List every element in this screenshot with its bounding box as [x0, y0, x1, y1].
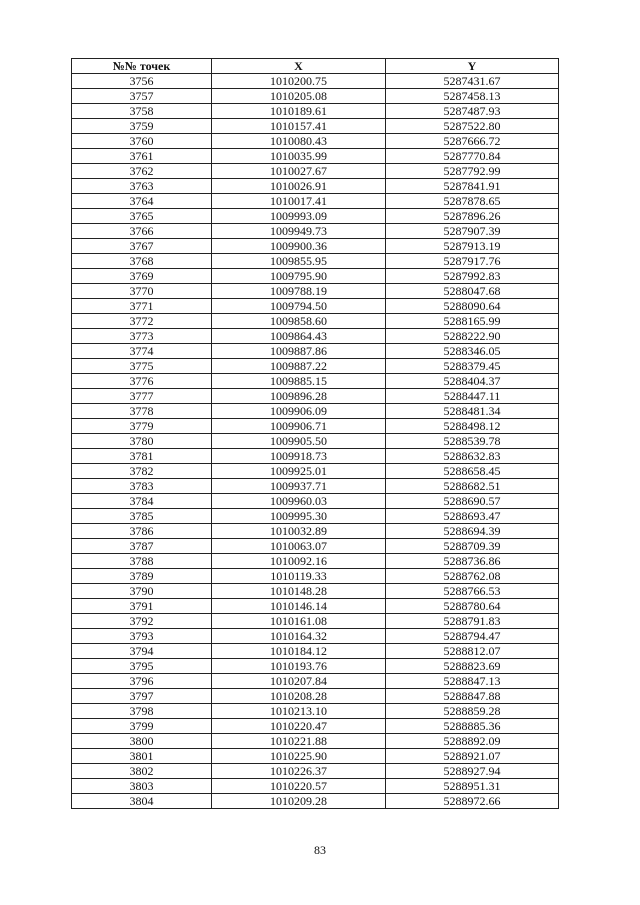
- x-coordinate-cell: 1010146.14: [212, 599, 386, 614]
- point-number-cell: 3797: [72, 689, 212, 704]
- x-coordinate-cell: 1010208.28: [212, 689, 386, 704]
- y-coordinate-cell: 5288762.08: [386, 569, 559, 584]
- x-coordinate-cell: 1010207.84: [212, 674, 386, 689]
- table-row: [72, 674, 559, 689]
- y-coordinate-cell: 5288847.13: [386, 674, 559, 689]
- x-coordinate-cell: 1009993.09: [212, 209, 386, 224]
- point-number-cell: 3793: [72, 629, 212, 644]
- y-coordinate-cell: 5288694.39: [386, 524, 559, 539]
- y-coordinate-cell: 5288404.37: [386, 374, 559, 389]
- y-coordinate-cell: 5287792.99: [386, 164, 559, 179]
- y-coordinate-cell: 5287896.26: [386, 209, 559, 224]
- x-coordinate-cell: 1010157.41: [212, 119, 386, 134]
- y-coordinate-cell: 5288847.88: [386, 689, 559, 704]
- table-row: [72, 314, 559, 329]
- y-coordinate-cell: 5287907.39: [386, 224, 559, 239]
- point-number-cell: 3765: [72, 209, 212, 224]
- point-number-cell: 3772: [72, 314, 212, 329]
- table-row: [72, 629, 559, 644]
- table-row: [72, 134, 559, 149]
- x-coordinate-cell: 1009864.43: [212, 329, 386, 344]
- point-number-cell: 3782: [72, 464, 212, 479]
- x-coordinate-cell: 1010225.90: [212, 749, 386, 764]
- y-coordinate-cell: 5288927.94: [386, 764, 559, 779]
- x-coordinate-cell: 1010220.57: [212, 779, 386, 794]
- table-row: [72, 539, 559, 554]
- x-coordinate-cell: 1009906.09: [212, 404, 386, 419]
- point-number-cell: 3801: [72, 749, 212, 764]
- point-number-cell: 3786: [72, 524, 212, 539]
- y-coordinate-cell: 5288632.83: [386, 449, 559, 464]
- y-coordinate-cell: 5288812.07: [386, 644, 559, 659]
- point-number-cell: 3802: [72, 764, 212, 779]
- x-coordinate-cell: 1009925.01: [212, 464, 386, 479]
- table-row: [72, 719, 559, 734]
- point-number-cell: 3796: [72, 674, 212, 689]
- table-row: [72, 119, 559, 134]
- table-row: [72, 434, 559, 449]
- table-row: [72, 359, 559, 374]
- x-coordinate-cell: 1009795.90: [212, 269, 386, 284]
- column-header-point-number: №№ точек: [72, 59, 212, 74]
- x-coordinate-cell: 1009960.03: [212, 494, 386, 509]
- y-coordinate-cell: 5288165.99: [386, 314, 559, 329]
- y-coordinate-cell: 5288892.09: [386, 734, 559, 749]
- y-coordinate-cell: 5288780.64: [386, 599, 559, 614]
- y-coordinate-cell: 5288690.57: [386, 494, 559, 509]
- x-coordinate-cell: 1010221.88: [212, 734, 386, 749]
- table-row: [72, 734, 559, 749]
- table-row: [72, 224, 559, 239]
- point-number-cell: 3800: [72, 734, 212, 749]
- point-number-cell: 3771: [72, 299, 212, 314]
- table-row: [72, 704, 559, 719]
- y-coordinate-cell: 5287458.13: [386, 89, 559, 104]
- table-row: [72, 269, 559, 284]
- y-coordinate-cell: 5287913.19: [386, 239, 559, 254]
- table-row: [72, 179, 559, 194]
- y-coordinate-cell: 5288736.86: [386, 554, 559, 569]
- table-row: [72, 449, 559, 464]
- x-coordinate-cell: 1010080.43: [212, 134, 386, 149]
- column-header-y: Y: [386, 59, 559, 74]
- point-number-cell: 3790: [72, 584, 212, 599]
- table-row: [72, 329, 559, 344]
- x-coordinate-cell: 1009905.50: [212, 434, 386, 449]
- table-row: [72, 554, 559, 569]
- column-header-x: X: [212, 59, 386, 74]
- y-coordinate-cell: 5287992.83: [386, 269, 559, 284]
- x-coordinate-cell: 1009887.86: [212, 344, 386, 359]
- point-number-cell: 3778: [72, 404, 212, 419]
- x-coordinate-cell: 1009906.71: [212, 419, 386, 434]
- point-number-cell: 3767: [72, 239, 212, 254]
- point-number-cell: 3803: [72, 779, 212, 794]
- x-coordinate-cell: 1009858.60: [212, 314, 386, 329]
- point-number-cell: 3762: [72, 164, 212, 179]
- x-coordinate-cell: 1010164.32: [212, 629, 386, 644]
- point-number-cell: 3794: [72, 644, 212, 659]
- x-coordinate-cell: 1010063.07: [212, 539, 386, 554]
- x-coordinate-cell: 1010220.47: [212, 719, 386, 734]
- point-number-cell: 3759: [72, 119, 212, 134]
- point-number-cell: 3798: [72, 704, 212, 719]
- table-row: [72, 74, 559, 89]
- y-coordinate-cell: 5288658.45: [386, 464, 559, 479]
- point-number-cell: 3775: [72, 359, 212, 374]
- x-coordinate-cell: 1009885.15: [212, 374, 386, 389]
- table-row: [72, 524, 559, 539]
- point-number-cell: 3783: [72, 479, 212, 494]
- point-number-cell: 3766: [72, 224, 212, 239]
- point-number-cell: 3769: [72, 269, 212, 284]
- point-number-cell: 3761: [72, 149, 212, 164]
- y-coordinate-cell: 5287666.72: [386, 134, 559, 149]
- point-number-cell: 3787: [72, 539, 212, 554]
- x-coordinate-cell: 1010119.33: [212, 569, 386, 584]
- y-coordinate-cell: 5288047.68: [386, 284, 559, 299]
- x-coordinate-cell: 1009949.73: [212, 224, 386, 239]
- point-number-cell: 3799: [72, 719, 212, 734]
- x-coordinate-cell: 1010209.28: [212, 794, 386, 809]
- point-number-cell: 3792: [72, 614, 212, 629]
- x-coordinate-cell: 1009887.22: [212, 359, 386, 374]
- point-number-cell: 3770: [72, 284, 212, 299]
- table-row: [72, 494, 559, 509]
- x-coordinate-cell: 1009918.73: [212, 449, 386, 464]
- y-coordinate-cell: 5288951.31: [386, 779, 559, 794]
- point-number-cell: 3789: [72, 569, 212, 584]
- table-body: [72, 74, 559, 809]
- point-number-cell: 3773: [72, 329, 212, 344]
- y-coordinate-cell: 5288885.36: [386, 719, 559, 734]
- point-number-cell: 3795: [72, 659, 212, 674]
- y-coordinate-cell: 5287431.67: [386, 74, 559, 89]
- point-number-cell: 3776: [72, 374, 212, 389]
- y-coordinate-cell: 5287878.65: [386, 194, 559, 209]
- table-row: [72, 599, 559, 614]
- point-number-cell: 3779: [72, 419, 212, 434]
- point-number-cell: 3777: [72, 389, 212, 404]
- x-coordinate-cell: 1010035.99: [212, 149, 386, 164]
- point-number-cell: 3784: [72, 494, 212, 509]
- table-row: [72, 254, 559, 269]
- table-row: [72, 239, 559, 254]
- x-coordinate-cell: 1009788.19: [212, 284, 386, 299]
- y-coordinate-cell: 5288766.53: [386, 584, 559, 599]
- point-number-cell: 3781: [72, 449, 212, 464]
- table-row: [72, 689, 559, 704]
- point-number-cell: 3788: [72, 554, 212, 569]
- x-coordinate-cell: 1010148.28: [212, 584, 386, 599]
- table-row: [72, 464, 559, 479]
- y-coordinate-cell: 5288709.39: [386, 539, 559, 554]
- y-coordinate-cell: 5288693.47: [386, 509, 559, 524]
- table-row: [72, 344, 559, 359]
- point-number-cell: 3763: [72, 179, 212, 194]
- x-coordinate-cell: 1010213.10: [212, 704, 386, 719]
- y-coordinate-cell: 5288447.11: [386, 389, 559, 404]
- y-coordinate-cell: 5288090.64: [386, 299, 559, 314]
- y-coordinate-cell: 5288794.47: [386, 629, 559, 644]
- y-coordinate-cell: 5288222.90: [386, 329, 559, 344]
- y-coordinate-cell: 5288823.69: [386, 659, 559, 674]
- x-coordinate-cell: 1010205.08: [212, 89, 386, 104]
- point-number-cell: 3758: [72, 104, 212, 119]
- y-coordinate-cell: 5288346.05: [386, 344, 559, 359]
- y-coordinate-cell: 5288921.07: [386, 749, 559, 764]
- point-number-cell: 3757: [72, 89, 212, 104]
- table-row: [72, 284, 559, 299]
- x-coordinate-cell: 1010032.89: [212, 524, 386, 539]
- table-row: [72, 164, 559, 179]
- y-coordinate-cell: 5288791.83: [386, 614, 559, 629]
- x-coordinate-cell: 1010226.37: [212, 764, 386, 779]
- point-number-cell: 3804: [72, 794, 212, 809]
- table-row: [72, 194, 559, 209]
- table-row: [72, 584, 559, 599]
- point-number-cell: 3780: [72, 434, 212, 449]
- y-coordinate-cell: 5287770.84: [386, 149, 559, 164]
- x-coordinate-cell: 1010027.67: [212, 164, 386, 179]
- table-row: [72, 209, 559, 224]
- table-row: [72, 569, 559, 584]
- x-coordinate-cell: 1009900.36: [212, 239, 386, 254]
- x-coordinate-cell: 1009794.50: [212, 299, 386, 314]
- y-coordinate-cell: 5288379.45: [386, 359, 559, 374]
- table-row: [72, 104, 559, 119]
- table-row: [72, 509, 559, 524]
- table-row: [72, 794, 559, 809]
- y-coordinate-cell: 5288498.12: [386, 419, 559, 434]
- table-row: [72, 779, 559, 794]
- point-number-cell: 3764: [72, 194, 212, 209]
- table-row: [72, 299, 559, 314]
- point-number-cell: 3760: [72, 134, 212, 149]
- table-row: [72, 149, 559, 164]
- table-row: [72, 644, 559, 659]
- x-coordinate-cell: 1009896.28: [212, 389, 386, 404]
- point-number-cell: 3774: [72, 344, 212, 359]
- x-coordinate-cell: 1009855.95: [212, 254, 386, 269]
- header-row: [72, 59, 559, 74]
- table-row: [72, 749, 559, 764]
- table-row: [72, 764, 559, 779]
- table-row: [72, 89, 559, 104]
- x-coordinate-cell: 1010026.91: [212, 179, 386, 194]
- x-coordinate-cell: 1009995.30: [212, 509, 386, 524]
- table-header: [72, 59, 559, 74]
- y-coordinate-cell: 5288481.34: [386, 404, 559, 419]
- table-row: [72, 614, 559, 629]
- x-coordinate-cell: 1009937.71: [212, 479, 386, 494]
- y-coordinate-cell: 5288859.28: [386, 704, 559, 719]
- table-row: [72, 419, 559, 434]
- table-row: [72, 404, 559, 419]
- y-coordinate-cell: 5288682.51: [386, 479, 559, 494]
- page-number: 83: [314, 843, 326, 857]
- x-coordinate-cell: 1010193.76: [212, 659, 386, 674]
- y-coordinate-cell: 5287917.76: [386, 254, 559, 269]
- point-number-cell: 3756: [72, 74, 212, 89]
- x-coordinate-cell: 1010184.12: [212, 644, 386, 659]
- point-number-cell: 3791: [72, 599, 212, 614]
- x-coordinate-cell: 1010200.75: [212, 74, 386, 89]
- table-row: [72, 389, 559, 404]
- point-number-cell: 3768: [72, 254, 212, 269]
- x-coordinate-cell: 1010092.16: [212, 554, 386, 569]
- point-number-cell: 3785: [72, 509, 212, 524]
- x-coordinate-cell: 1010017.41: [212, 194, 386, 209]
- table-row: [72, 374, 559, 389]
- table-row: [72, 479, 559, 494]
- y-coordinate-cell: 5287522.80: [386, 119, 559, 134]
- y-coordinate-cell: 5288539.78: [386, 434, 559, 449]
- y-coordinate-cell: 5287841.91: [386, 179, 559, 194]
- table-row: [72, 659, 559, 674]
- y-coordinate-cell: 5288972.66: [386, 794, 559, 809]
- y-coordinate-cell: 5287487.93: [386, 104, 559, 119]
- coordinates-table: [71, 58, 559, 809]
- x-coordinate-cell: 1010161.08: [212, 614, 386, 629]
- x-coordinate-cell: 1010189.61: [212, 104, 386, 119]
